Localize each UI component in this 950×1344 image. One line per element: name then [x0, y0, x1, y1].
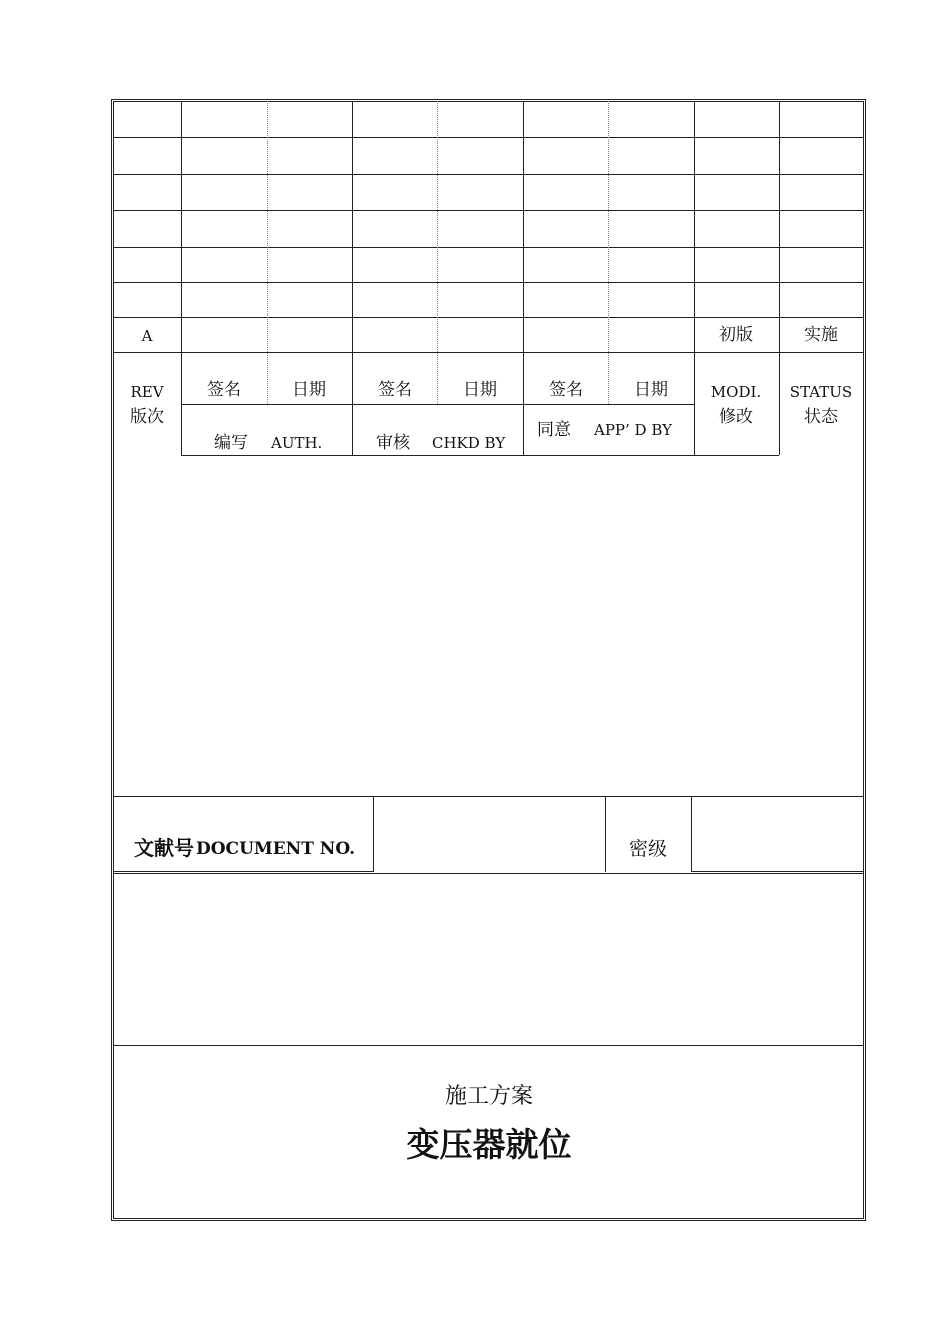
- modi-label-cn: 修改: [719, 407, 753, 427]
- checker-label-cn: 审核: [376, 433, 410, 453]
- document-frame: [111, 99, 866, 1221]
- approver-label-en: APP’ D BY: [594, 421, 673, 439]
- rev-value: A: [141, 327, 153, 345]
- rev-label-cn: 版次: [130, 407, 164, 427]
- modi-value: 初版: [719, 325, 753, 345]
- document-title: 变压器就位: [406, 1125, 572, 1164]
- status-value: 实施: [804, 325, 838, 345]
- secrecy-label: 密级: [628, 838, 668, 860]
- approver-label-cn: 同意: [537, 420, 571, 440]
- document-no-label-en: DOCUMENT NO.: [196, 839, 356, 859]
- author-date-label: 日期: [292, 380, 326, 400]
- document-subtitle: 施工方案: [444, 1084, 534, 1109]
- rev-label-en: REV: [130, 383, 164, 401]
- checker-label-en: CHKD BY: [432, 434, 506, 452]
- author-sign-label: 签名: [207, 380, 241, 400]
- approver-date-label: 日期: [634, 380, 668, 400]
- checker-date-label: 日期: [463, 380, 497, 400]
- author-label-en: AUTH.: [271, 434, 323, 452]
- status-label-en: STATUS: [789, 383, 853, 401]
- modi-label-en: MODI.: [710, 383, 762, 401]
- author-label-cn: 编写: [214, 433, 248, 453]
- title-block-divider: [114, 1045, 864, 1046]
- checker-sign-label: 签名: [378, 380, 412, 400]
- approver-sign-label: 签名: [549, 380, 583, 400]
- document-no-label-cn: 文献号: [134, 836, 194, 860]
- status-label-cn: 状态: [804, 407, 838, 427]
